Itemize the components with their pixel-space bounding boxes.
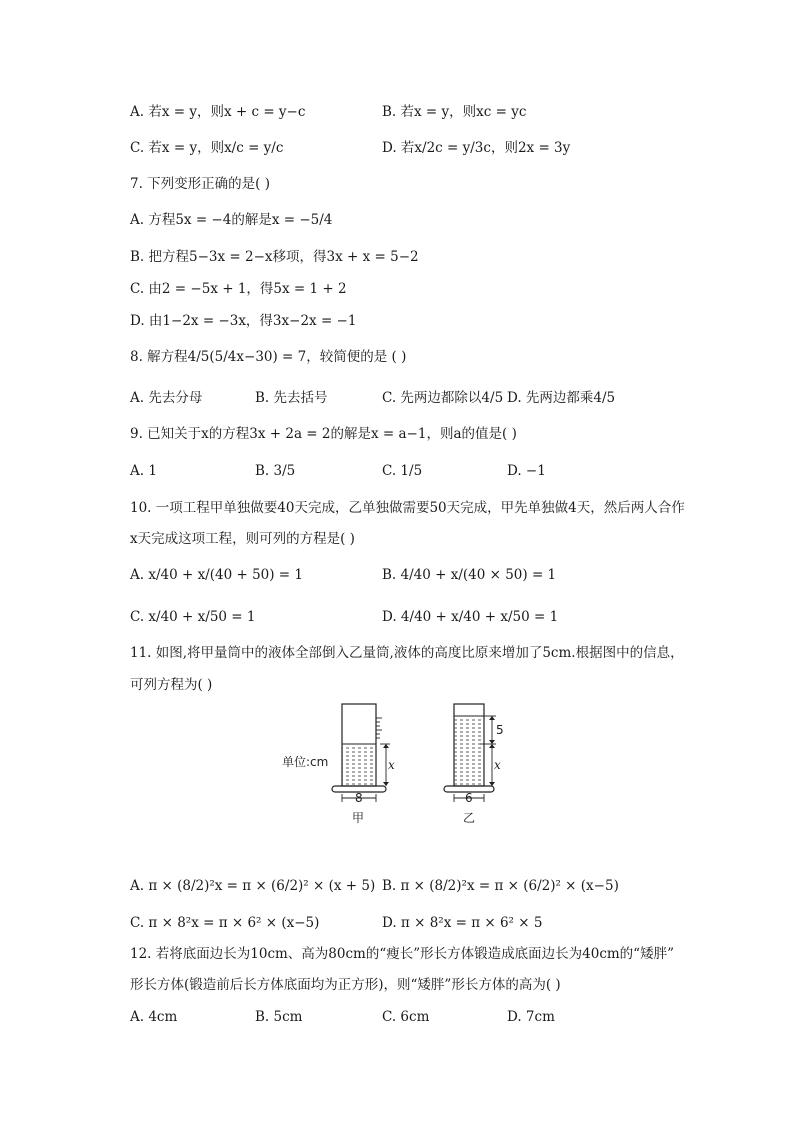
q10-option-d: D. 4/40 + x/40 + x/50 = 1 (382, 609, 559, 625)
q6-option-b: B. 若x = y，则xc = yc (382, 104, 527, 120)
right-width-label: 6 (465, 791, 473, 805)
q9-option-a: A. 1 (130, 463, 157, 479)
q7-option-c: C. 由2 = −5x + 1，得5x = 1 + 2 (130, 281, 347, 297)
q11-stem-line1: 11. 如图,将甲量筒中的液体全部倒入乙量筒,液体的高度比原来增加了5cm.根据图中的信息， (130, 645, 684, 661)
unit-label: 单位:cm (282, 755, 329, 769)
q7-option-a: A. 方程5x = −4的解是x = −5/4 (130, 212, 333, 228)
q10-option-a: A. x/40 + x/(40 + 50) = 1 (130, 567, 303, 583)
q12-option-b: B. 5cm (255, 1009, 303, 1025)
q8-option-d: D. 先两边都乘4/5 (507, 390, 616, 406)
q10-option-b: B. 4/40 + x/(40 × 50) = 1 (382, 567, 557, 583)
right-height-label: x (494, 758, 501, 772)
q9-option-d: D. −1 (507, 463, 546, 479)
left-width-label: 8 (355, 791, 363, 805)
cylinder-jia (332, 704, 395, 825)
q6-option-c: C. 若x = y，则x/c = y/c (130, 140, 284, 156)
q7-option-b: B. 把方程5−3x = 2−x移项，得3x + x = 5−2 (130, 249, 419, 265)
right-cylinder-name: 乙 (463, 811, 476, 825)
q11-option-d: D. π × 8²x = π × 6² × 5 (382, 915, 543, 931)
q12-stem-line1: 12. 若将底面边长为10cm、高为80cm的“瘦长”形长方体锻造成底面边长为40cm的“矮胖” (130, 946, 674, 962)
q11-option-c: C. π × 8²x = π × 6² × (x−5) (130, 915, 320, 931)
q10-stem-line2: x天完成这项工程，则可列的方程是( ) (130, 531, 355, 547)
q7-stem: 7. 下列变形正确的是( ) (130, 176, 270, 192)
q8-option-b: B. 先去括号 (255, 390, 328, 406)
left-height-label: x (388, 758, 395, 772)
right-extra-label: 5 (496, 723, 504, 737)
left-cylinder-name: 甲 (352, 811, 365, 825)
q9-option-b: B. 3/5 (255, 463, 296, 479)
q6-option-a: A. 若x = y，则x + c = y−c (130, 104, 306, 120)
cylinder-diagram (280, 698, 520, 833)
q10-option-c: C. x/40 + x/50 = 1 (130, 609, 256, 625)
q8-option-c: C. 先两边都除以4/5 (382, 390, 504, 406)
q12-stem-line2: 形长方体(锻造前后长方体底面均为正方形)，则“矮胖”形长方体的高为( ) (130, 977, 561, 993)
q6-option-d: D. 若x/2c = y/3c，则2x = 3y (382, 140, 571, 156)
q12-option-d: D. 7cm (507, 1009, 555, 1025)
cylinder-figure (280, 698, 520, 833)
q12-option-a: A. 4cm (130, 1009, 178, 1025)
q7-option-d: D. 由1−2x = −3x，得3x−2x = −1 (130, 313, 357, 329)
q12-option-c: C. 6cm (382, 1009, 430, 1025)
q8-option-a: A. 先去分母 (130, 390, 203, 406)
q11-option-b: B. π × (8/2)²x = π × (6/2)² × (x−5) (382, 878, 619, 894)
q10-stem-line1: 10. 一项工程甲单独做要40天完成，乙单独做需要50天完成，甲先单独做4天，然后两人合作 (130, 500, 685, 516)
q11-stem-line2: 可列方程为( ) (130, 677, 213, 693)
cylinder-yi (444, 704, 504, 825)
q9-stem: 9. 已知关于x的方程3x + 2a = 2的解是x = a−1，则a的值是( ) (130, 426, 517, 442)
q11-option-a: A. π × (8/2)²x = π × (6/2)² × (x + 5) (130, 878, 376, 894)
q8-stem: 8. 解方程4/5(5/4x−30) = 7，较简便的是 ( ) (130, 349, 407, 365)
q9-option-c: C. 1/5 (382, 463, 423, 479)
